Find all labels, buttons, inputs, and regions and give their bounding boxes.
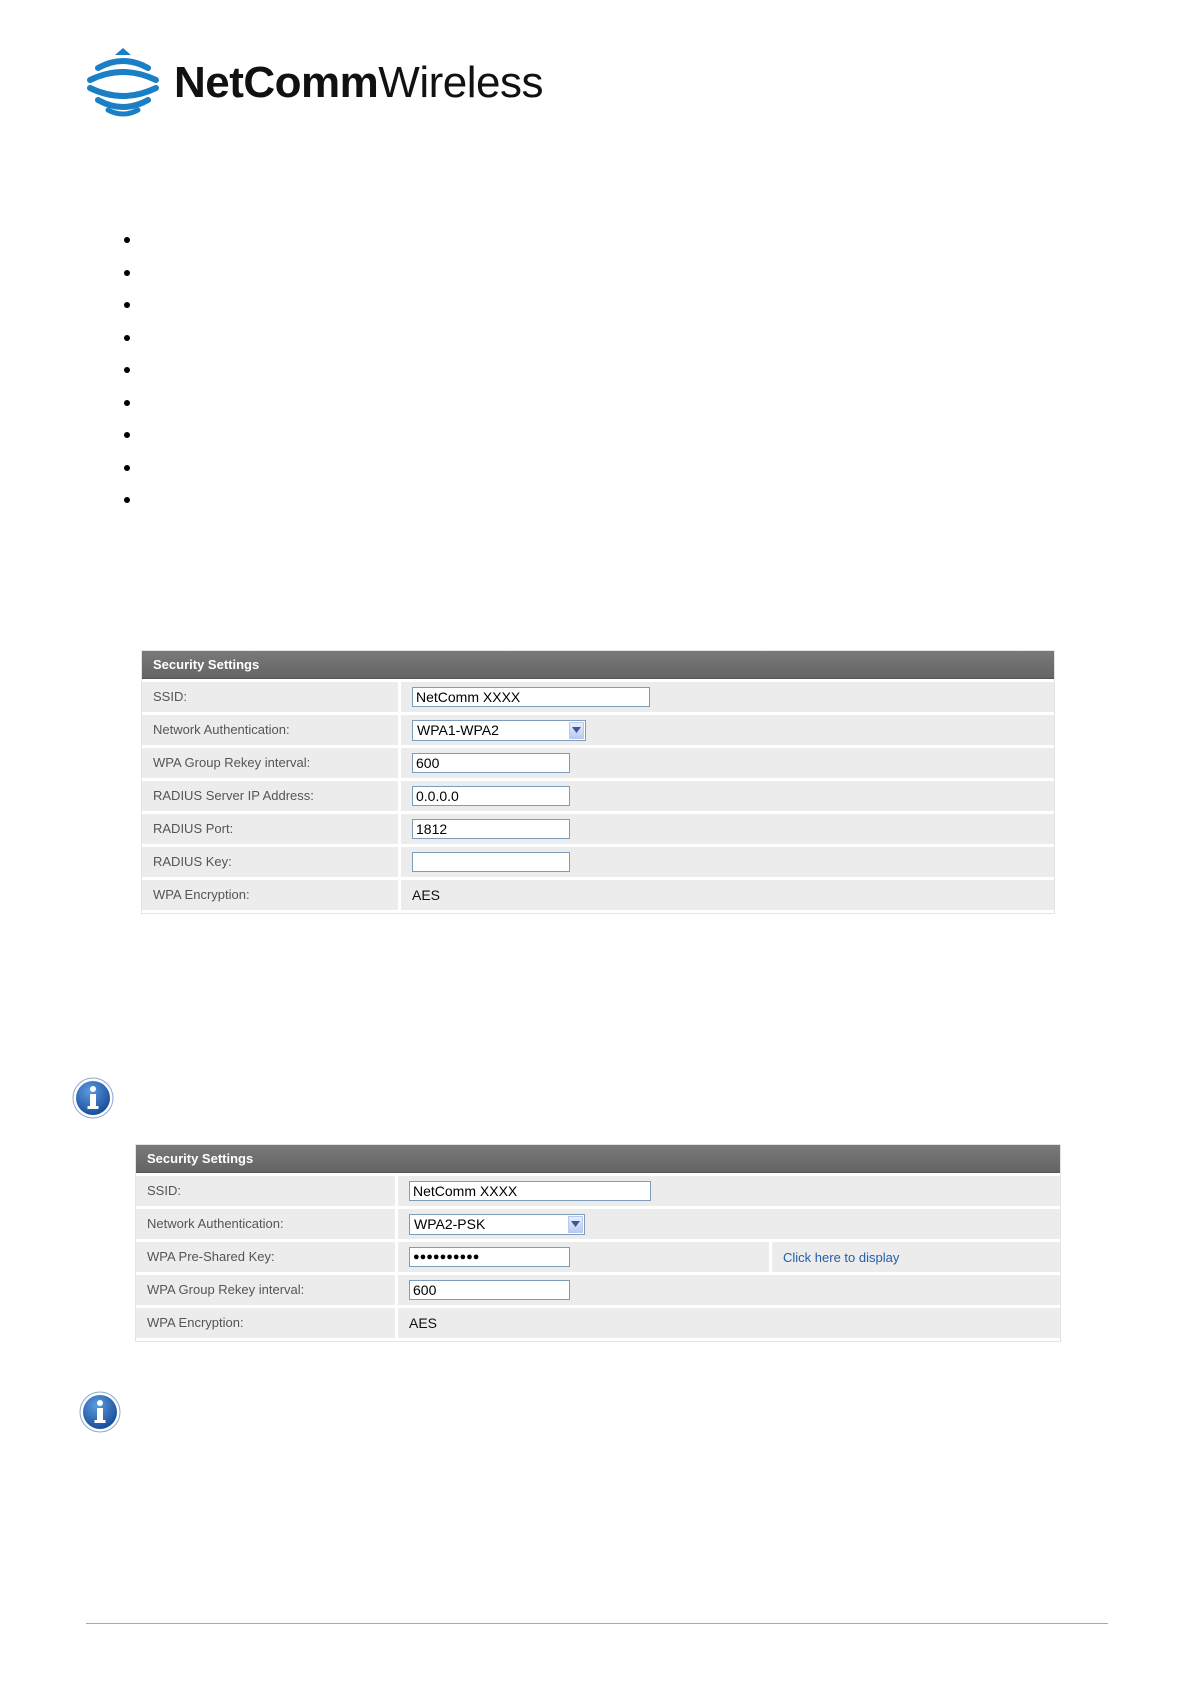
psk-label: WPA Pre-Shared Key:: [136, 1242, 395, 1272]
encryption-cell: [398, 1308, 1060, 1338]
ssid-input[interactable]: [412, 687, 650, 707]
radius-port-label: RADIUS Port:: [142, 814, 398, 844]
ssid-row: [136, 1176, 1060, 1206]
encryption-value: AES: [412, 887, 441, 903]
info-icon: [79, 1391, 121, 1433]
panel-title: Security Settings: [136, 1145, 1060, 1173]
radius-key-row: [142, 847, 1054, 877]
rekey-row: [142, 748, 1054, 778]
radius-ip-input[interactable]: [412, 786, 570, 806]
radius-ip-cell: [401, 781, 1054, 811]
rekey-label: WPA Group Rekey interval:: [136, 1275, 395, 1305]
netcomm-logo: [86, 48, 543, 118]
ssid-cell: [398, 1176, 1060, 1206]
psk-display-cell: [772, 1242, 1060, 1272]
ssid-label: SSID:: [142, 682, 398, 712]
wifi-logo-icon: [86, 48, 160, 118]
chevron-down-icon: [568, 1216, 583, 1233]
auth-cell: [401, 715, 1054, 745]
radius-ip-label: RADIUS Server IP Address:: [142, 781, 398, 811]
network-authentication-select[interactable]: [409, 1214, 585, 1235]
encryption-value: AES: [409, 1315, 438, 1331]
auth-label: Network Authentication:: [142, 715, 398, 745]
logo-wordmark: [174, 58, 543, 107]
logo-text-bold: NetComm: [174, 58, 379, 107]
chevron-down-icon: [569, 722, 584, 739]
security-settings-panel-wpa1-wpa2: [141, 650, 1055, 914]
psk-row: [136, 1242, 1060, 1272]
rekey-cell: [398, 1275, 1060, 1305]
auth-cell: [398, 1209, 1060, 1239]
security-settings-panel-wpa2-psk: [135, 1144, 1061, 1342]
ssid-label: SSID:: [136, 1176, 395, 1206]
radius-ip-row: [142, 781, 1054, 811]
footer-divider: [86, 1623, 1108, 1624]
select-value: WPA2-PSK: [414, 1216, 486, 1232]
encryption-cell: [401, 880, 1054, 910]
radius-port-input[interactable]: [412, 819, 570, 839]
encryption-row: [142, 880, 1054, 910]
rekey-interval-input[interactable]: [412, 753, 570, 773]
psk-cell: [398, 1242, 769, 1272]
psk-input[interactable]: [409, 1247, 570, 1267]
auth-label: Network Authentication:: [136, 1209, 395, 1239]
network-authentication-select[interactable]: [412, 720, 586, 741]
radius-key-label: RADIUS Key:: [142, 847, 398, 877]
info-icon: [72, 1077, 114, 1119]
radius-port-row: [142, 814, 1054, 844]
select-value: WPA1-WPA2: [417, 722, 499, 738]
logo-text-thin: Wireless: [378, 58, 543, 107]
rekey-row: [136, 1275, 1060, 1305]
radius-key-cell: [401, 847, 1054, 877]
encryption-label: WPA Encryption:: [136, 1308, 395, 1338]
ssid-row: [142, 682, 1054, 712]
auth-row: [136, 1209, 1060, 1239]
rekey-label: WPA Group Rekey interval:: [142, 748, 398, 778]
auth-row: [142, 715, 1054, 745]
psk-masked-value: ●●●●●●●●●●: [413, 1251, 480, 1263]
display-key-link[interactable]: Click here to display: [783, 1249, 900, 1265]
panel-title: Security Settings: [142, 651, 1054, 679]
rekey-interval-input[interactable]: [409, 1280, 570, 1300]
ssid-cell: [401, 682, 1054, 712]
encryption-row: [136, 1308, 1060, 1338]
encryption-label: WPA Encryption:: [142, 880, 398, 910]
rekey-cell: [401, 748, 1054, 778]
radius-key-input[interactable]: [412, 852, 570, 872]
ssid-input[interactable]: [409, 1181, 651, 1201]
radius-port-cell: [401, 814, 1054, 844]
